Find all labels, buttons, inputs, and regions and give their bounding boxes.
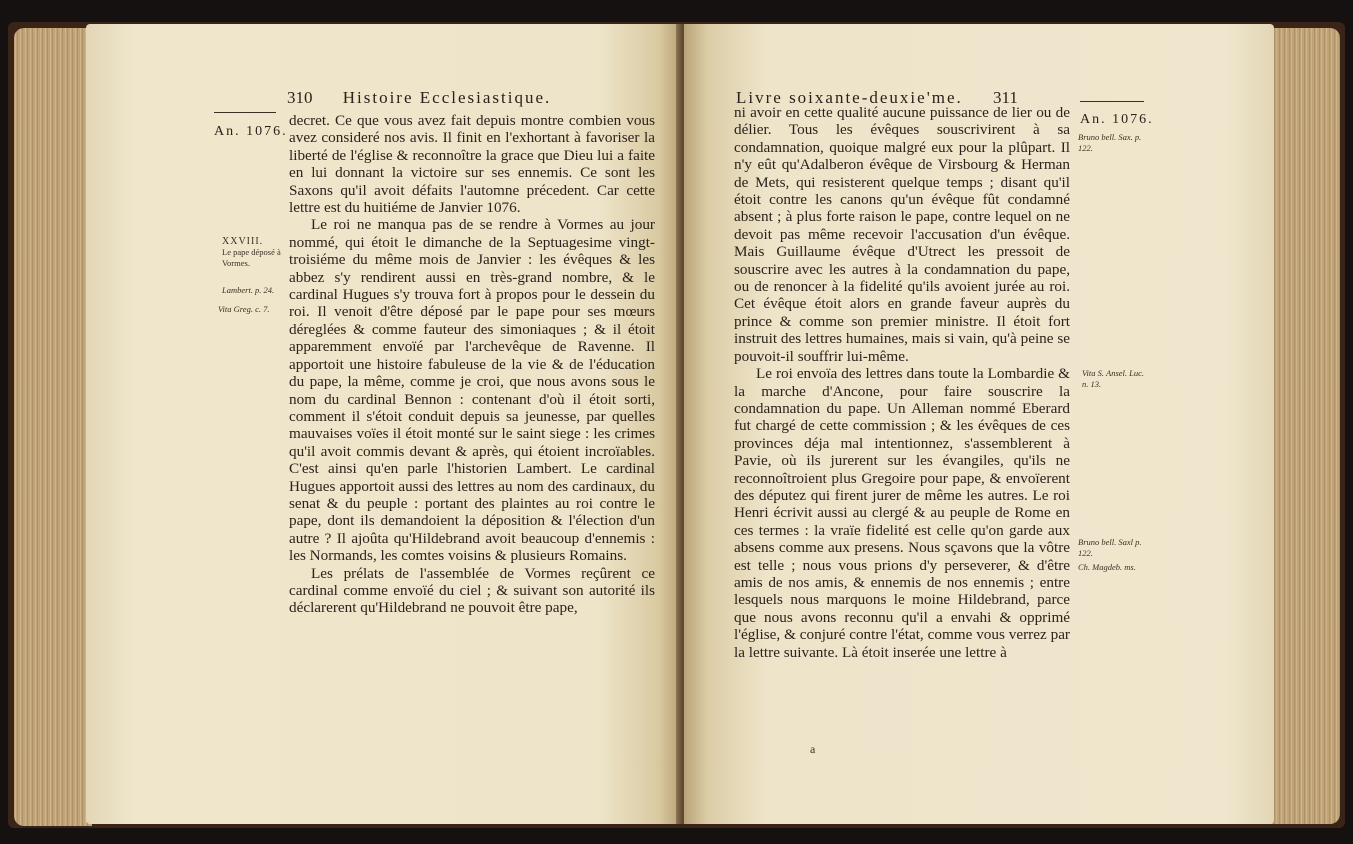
left-paragraph-2: Le roi ne manqua pas de se rendre à Vormes au jour nommé, qui étoit le dimanche de la Septuagesime vingt-troisiéme du même mois de Janvier : les évêques & les abbez s'y rendirent aussi en très-grand nombre, & le cardinal Hugues s'y trouva fort à propos pour le dessein du roi. Il venoit d'être déposé par le pape pour ses mœurs déreglées & comme fauteur des simoniaques ; & il étoit apparemment envoïé par l'archevêque de Ravenne. Il apportoit une histoire fabuleuse de la vie & de l'éducation du pape, la même, comme je croi, que nous avons sous le nom du cardinal Bennon : contenant d'où il étoit sorti, comment il s'étoit conduit depuis sa jeunesse, par quelles mauvaises voïes il étoit monté sur le saint siege : les crimes qu'il avoit commis devant & après, qui étoient incroïables. C'est ainsi qu'en parle l'historien Lambert. Le cardinal Hugues apportoit aussi des lettres au nom des cardinaux, du senat & du peuple : portant des plaintes au roi contre le pape, dont ils demandoient la déposition & l'élection d'un autre ? Il ajoûta qu'Hildebrand avoit beaucoup d'ennemis : les Normands, les comtes voisins & plusieurs Romains.	[289, 216, 655, 565]
right-paragraph-1: ni avoir en cette qualité aucune puissance de lier ou de délier. Tous les évêques souscrivirent à sa condamnation, quoique malgré eux pour la plûpart. Il n'y eût qu'Adalberon évêque de Virsbourg & Herman de Mets, qui resisterent quelque temps ; disant qu'il étoit contre les canons qu'un évêque fût condamné absent ; à plus forte raison le pape, contre lequel on ne devoit pas même recevoir l'accusation d'un évêque. Mais Guillaume évêque d'Utrect les pressoit de souscrire avec les autres à la condamnation du pape, ou de renoncer à la fidelité qu'ils avoient jurée au roi. Cet évêque étoit alors en grande faveur auprès du prince & comme son premier ministre. Il étoit fort instruit des lettres humaines, mais si vain, qu'à peine se pouvoit-il souffrir lui-même.	[734, 104, 1070, 365]
left-year-rule	[214, 112, 276, 113]
left-margin-note-block	[222, 236, 284, 269]
left-year-label: An. 1076.	[214, 124, 288, 139]
left-source-note-1: Lambert. p. 24.	[222, 285, 275, 295]
right-body-text	[734, 104, 1070, 661]
right-paragraph-2: Le roi envoïa des lettres dans toute la Lombardie & la marche d'Ancone, pour faire souscrire la condamnation du pape. Un Alleman nommé Eberard fut chargé de cette commission ; & les évêques de ces provinces déja mal intentionnez, s'assemblerent à Pavie, où ils jurerent sur les évangiles, qu'ils ne reconnoîtroient plus Gregoire pour pape, & envoïerent des députez qui firent jurer de même les autres. Le roi Henri écrivit aussi au clergé & au peuple de Rome en ces termes : la vraïe fidelité est celle qu'on garde aux absens comme aux presens. Nous sçavons que la vôtre est telle ; nous vous prions d'y perseverer, & d'être amis de nos amis, & ennemis de nos ennemis ; entre lesquels nous marquons le moine Hildebrand, parce que nous avons reconnu qu'il a envahi & opprimé l'église, & conjuré contre l'état, comme vous verrez par la lettre suivante. Là étoit inserée une lettre à	[734, 365, 1070, 661]
right-page-edges	[1268, 28, 1340, 824]
section-summary: Le pape déposé à Vormes.	[222, 247, 281, 268]
right-year-label: An. 1076.	[1080, 112, 1154, 127]
right-page-number: 311	[993, 88, 1018, 107]
left-paragraph-3: Les prélats de l'assemblée de Vormes reçûrent ce cardinal comme envoïé du ciel ; & suivant son autorité ils déclarerent qu'Hildebrand ne pouvoit être pape,	[289, 564, 655, 617]
section-number: XXVIII.	[222, 236, 264, 247]
right-source-note-1: Bruno bell. Sax. p. 122.	[1078, 132, 1142, 153]
left-running-head	[287, 88, 551, 108]
right-source-note-4: Ch. Magdeb. ms.	[1078, 562, 1136, 572]
bottom-printer-mark: a	[810, 742, 816, 756]
left-running-title: Histoire Ecclesiastique.	[342, 88, 552, 107]
right-source-note-2: Vita S. Ansel. Luc. n. 13.	[1082, 368, 1145, 389]
left-paragraph-1: decret. Ce que vous avez fait depuis montre combien vous avez consideré nos avis. Il finit en l'exhortant à favoriser la liberté de l'église & reconnoître la grace que Dieu lui a faite en lui donnant la victoire sur ses ennemis. Ce sont les Saxons qu'il avoit défaits l'automne précedent. Car cette lettre est du huitiéme de Janvier 1076.	[289, 112, 655, 217]
left-page-number: 310	[287, 88, 313, 107]
left-source-note-2: Vita Greg. c. 7.	[218, 304, 270, 314]
right-running-title: Livre soixante-deuxie'me.	[736, 88, 963, 107]
right-source-note-3: Bruno bell. Saxl p. 122.	[1078, 537, 1142, 558]
left-page-edges	[14, 28, 92, 826]
right-year-rule	[1080, 101, 1144, 102]
left-body-text	[289, 112, 655, 617]
